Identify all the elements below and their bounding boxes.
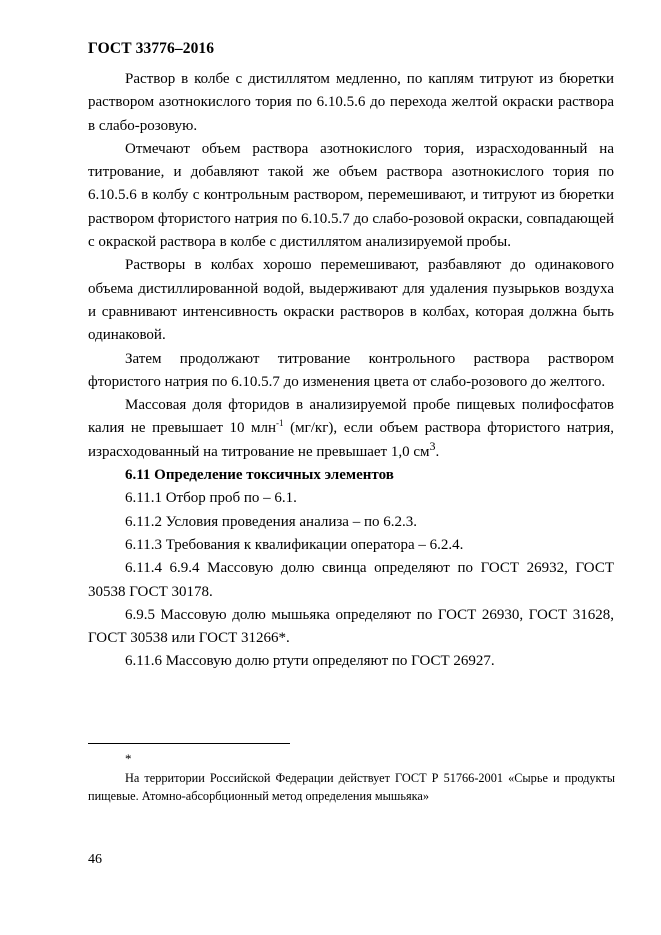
superscript-minus-one: -1 — [276, 418, 284, 429]
section-heading: 6.11 Определение токсичных элементов — [125, 467, 394, 484]
section-item-mercury: 6.11.6 Массовую долю ртути определяют по ГОСТ 26927. — [125, 653, 495, 670]
fluoride-text-2: (мг/кг), если объем раствора фтористого натрия, израсходованный на титрование не превышает 1,0 см — [88, 420, 615, 460]
footnote-mark: * — [125, 751, 132, 766]
section-item-sampling: 6.11.1 Отбор проб по – 6.1. — [125, 490, 297, 507]
section-item-qualification: 6.11.3 Требования к квалификации оператора – 6.2.4. — [125, 536, 464, 553]
paragraph-continue: Затем продолжают титрование контрольного раствора раствором фтористого натрия по 6.10.5.7 до изменения цвета от слабо-розового до желтого. — [88, 350, 614, 390]
document-header: ГОСТ 33776–2016 — [88, 40, 215, 57]
superscript-three: 3 — [429, 438, 436, 453]
paragraph-titration: Раствор в колбе с дистиллятом медленно, по каплям титруют из бюретки раствором азотнокислого тория по 6.10.5.6 до перехода желтой окраски раствора в слабо-розовую. — [88, 71, 614, 134]
paragraph-fluoride-limit — [88, 394, 614, 464]
paragraph-volume: Отмечают объем раствора азотнокислого тория, израсходованный на титрование, и добавляют такой же объем раствора азотнокислого тория по 6.10.5.6 в колбу с контрольным раствором, перемешивают, и титруют из бюретки раствором фтористого натрия по 6.10.5.7 до слабо-розовой окраски, совпадающей с окраской раствора в колбе с дистиллятом анализируемой пробы. — [88, 140, 614, 251]
footnote-divider — [88, 743, 290, 744]
page-number: 46 — [88, 852, 102, 867]
fluoride-text-1: Массовая доля фторидов в анализируемой пробе пищевых полифосфатов калия не превышает 10 млн — [88, 397, 614, 437]
section-item-conditions: 6.11.2 Условия проведения анализа – по 6.2.3. — [125, 513, 417, 530]
paragraph-mixing: Растворы в колбах хорошо перемешивают, разбавляют до одинакового объема дистиллированной водой, выдерживают для удаления пузырьков воздуха и сравнивают интенсивность окраски растворов в колбах, которая должна быть одинаковой. — [88, 257, 614, 344]
footnote-text: На территории Российской Федерации действует ГОСТ Р 51766-2001 «Сырье и продукты пищевые. Атомно-абсорбционный метод определения мышьяка» — [88, 771, 615, 803]
section-item-lead: 6.11.4 6.9.4 Массовую долю свинца определяют по ГОСТ 26932, ГОСТ 30538 ГОСТ 30178. — [88, 560, 614, 600]
section-item-arsenic: 6.9.5 Массовую долю мышьяка определяют по ГОСТ 26930, ГОСТ 31628, ГОСТ 30538 или ГОСТ 31266*. — [88, 606, 614, 647]
fluoride-text-3: . — [435, 443, 440, 460]
body-text — [88, 68, 614, 674]
